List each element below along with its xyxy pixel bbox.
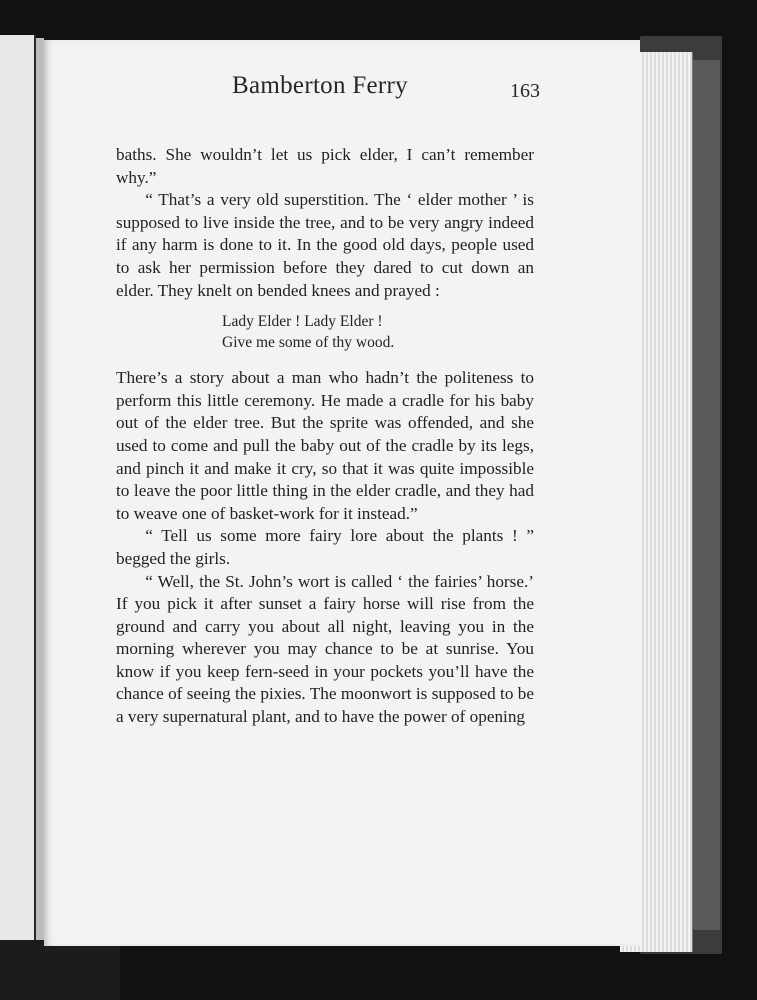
left-page-edge xyxy=(0,35,36,940)
page-number: 163 xyxy=(510,80,540,102)
paragraph: There’s a story about a man who hadn’t the politeness to perform this little ceremony. He made a cradle for his baby out of the elder tree. But the sprite was offended, and she used to come and pull the baby out of the cradle by its legs, and pinch it and make it cry, so that it was quite impossible to leave the poor little thing in the elder cradle, and they had to weave one of basket-work for it instead.” xyxy=(116,368,534,523)
book-cover-edge xyxy=(690,60,720,930)
verse-line: Lady Elder ! Lady Elder ! xyxy=(222,313,383,331)
scan-margin xyxy=(0,940,120,1000)
book-gutter xyxy=(36,38,44,940)
page-body xyxy=(116,144,534,729)
verse xyxy=(222,312,534,353)
paragraph: “ Tell us some more fairy lore about the plants ! ” begged the girls. xyxy=(116,526,534,568)
running-head: Bamberton Ferry xyxy=(232,72,408,99)
paragraph: “ That’s a very old superstition. The ‘ elder mother ’ is supposed to live inside the tree, and to be very angry indeed if any harm is done to it. In the good old days, people used to ask her permission before they dared to cut down an elder. They knelt on bended knees and prayed : xyxy=(116,190,534,300)
verse-line: Give me some of thy wood. xyxy=(222,333,395,351)
paragraph: “ Well, the St. John’s wort is called ‘ the fairies’ horse.’ If you pick it after sunset a fairy horse will rise from the ground and carry you about all night, leaving you in the morning wherever you may chance to be at sunrise. You know if you keep fern-seed in your pockets you’ll have the chance of seeing the pixies. The moonwort is supposed to be a very supernatural plant, and to have the power of opening xyxy=(116,571,534,727)
paragraph: baths. She wouldn’t let us pick elder, I can’t remember why.” xyxy=(116,145,534,187)
